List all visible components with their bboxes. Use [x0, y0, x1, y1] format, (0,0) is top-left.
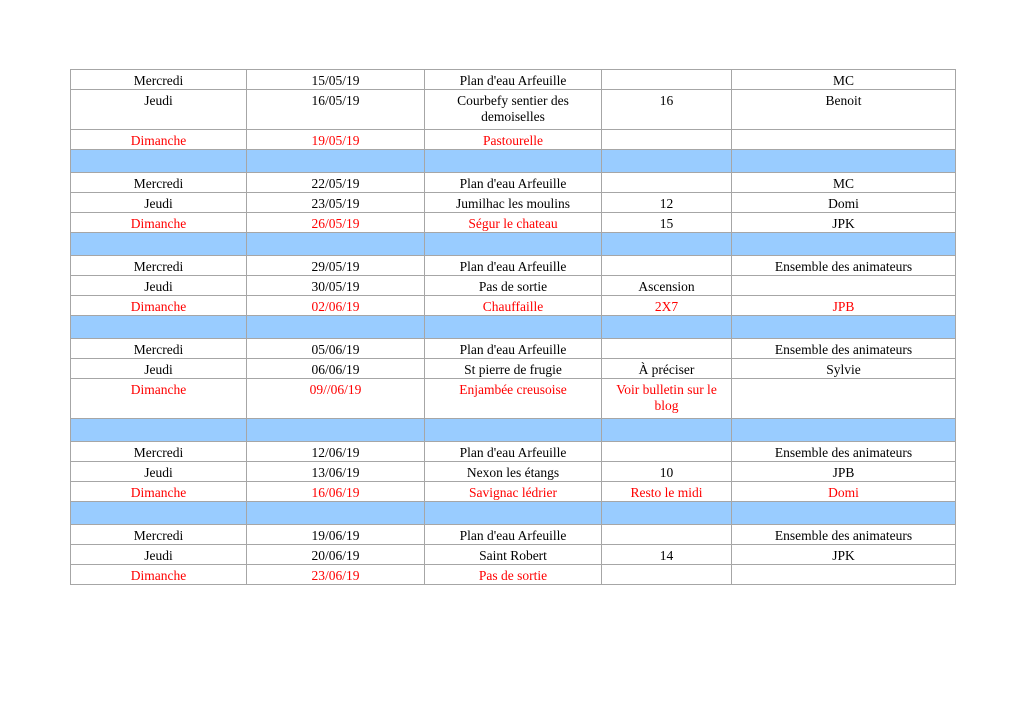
leader-cell: Ensemble des animateurs: [732, 442, 956, 462]
leader-cell: JPB: [732, 462, 956, 482]
day-cell: Dimanche: [71, 296, 247, 316]
separator-cell: [602, 316, 732, 339]
place-cell: Pastourelle: [425, 130, 602, 150]
separator-cell: [425, 316, 602, 339]
leader-cell: Domi: [732, 482, 956, 502]
schedule-row: [71, 379, 956, 419]
date-cell: 23/05/19: [247, 193, 425, 213]
leader-cell: Domi: [732, 193, 956, 213]
separator-cell: [247, 502, 425, 525]
separator-cell: [71, 150, 247, 173]
date-cell: 09//06/19: [247, 379, 425, 419]
leader-cell: MC: [732, 173, 956, 193]
place-cell: Plan d'eau Arfeuille: [425, 442, 602, 462]
date-cell: 06/06/19: [247, 359, 425, 379]
leader-cell: Ensemble des animateurs: [732, 525, 956, 545]
separator-cell: [732, 502, 956, 525]
leader-cell: Ensemble des animateurs: [732, 339, 956, 359]
info-cell: 12: [602, 193, 732, 213]
date-cell: 19/06/19: [247, 525, 425, 545]
place-cell: St pierre de frugie: [425, 359, 602, 379]
day-cell: Dimanche: [71, 130, 247, 150]
date-cell: 02/06/19: [247, 296, 425, 316]
leader-cell: JPB: [732, 296, 956, 316]
place-cell: Pas de sortie: [425, 565, 602, 585]
date-cell: 20/06/19: [247, 545, 425, 565]
info-cell: [602, 565, 732, 585]
info-cell: [602, 256, 732, 276]
day-cell: Dimanche: [71, 482, 247, 502]
info-cell: [602, 339, 732, 359]
info-cell: Resto le midi: [602, 482, 732, 502]
schedule-row: [71, 525, 956, 545]
day-cell: Mercredi: [71, 256, 247, 276]
place-cell: Chauffaille: [425, 296, 602, 316]
date-cell: 29/05/19: [247, 256, 425, 276]
date-cell: 30/05/19: [247, 276, 425, 296]
schedule-row: [71, 193, 956, 213]
place-cell: Courbefy sentier des demoiselles: [425, 90, 602, 130]
schedule-row: [71, 276, 956, 296]
day-cell: Mercredi: [71, 70, 247, 90]
day-cell: Jeudi: [71, 462, 247, 482]
date-cell: 23/06/19: [247, 565, 425, 585]
info-cell: Ascension: [602, 276, 732, 296]
place-cell: Plan d'eau Arfeuille: [425, 339, 602, 359]
leader-cell: MC: [732, 70, 956, 90]
day-cell: Jeudi: [71, 193, 247, 213]
info-cell: 10: [602, 462, 732, 482]
separator-cell: [71, 502, 247, 525]
separator-cell: [71, 233, 247, 256]
separator-cell: [602, 150, 732, 173]
info-cell: [602, 130, 732, 150]
date-cell: 16/06/19: [247, 482, 425, 502]
leader-cell: Sylvie: [732, 359, 956, 379]
day-cell: Mercredi: [71, 339, 247, 359]
week-separator-row: [71, 502, 956, 525]
separator-cell: [247, 233, 425, 256]
place-cell: Jumilhac les moulins: [425, 193, 602, 213]
date-cell: 16/05/19: [247, 90, 425, 130]
week-separator-row: [71, 150, 956, 173]
week-separator-row: [71, 419, 956, 442]
schedule-row: [71, 339, 956, 359]
date-cell: 22/05/19: [247, 173, 425, 193]
schedule-row: [71, 90, 956, 130]
info-cell: 16: [602, 90, 732, 130]
schedule-row: [71, 256, 956, 276]
outing-schedule-table: [70, 69, 956, 585]
leader-cell: [732, 565, 956, 585]
separator-cell: [602, 502, 732, 525]
separator-cell: [732, 233, 956, 256]
leader-cell: JPK: [732, 213, 956, 233]
week-separator-row: [71, 316, 956, 339]
separator-cell: [602, 233, 732, 256]
place-cell: Savignac lédrier: [425, 482, 602, 502]
schedule-row: [71, 213, 956, 233]
leader-cell: JPK: [732, 545, 956, 565]
info-cell: [602, 442, 732, 462]
place-cell: Enjambée creusoise: [425, 379, 602, 419]
separator-cell: [732, 419, 956, 442]
info-cell: 2X7: [602, 296, 732, 316]
day-cell: Dimanche: [71, 379, 247, 419]
place-cell: Saint Robert: [425, 545, 602, 565]
info-cell: 15: [602, 213, 732, 233]
schedule-row: [71, 545, 956, 565]
date-cell: 05/06/19: [247, 339, 425, 359]
schedule-row: [71, 130, 956, 150]
schedule-row: [71, 565, 956, 585]
info-cell: [602, 173, 732, 193]
separator-cell: [425, 150, 602, 173]
separator-cell: [425, 233, 602, 256]
separator-cell: [732, 316, 956, 339]
day-cell: Dimanche: [71, 565, 247, 585]
day-cell: Mercredi: [71, 442, 247, 462]
place-cell: Plan d'eau Arfeuille: [425, 173, 602, 193]
place-cell: Nexon les étangs: [425, 462, 602, 482]
separator-cell: [602, 419, 732, 442]
date-cell: 13/06/19: [247, 462, 425, 482]
leader-cell: [732, 130, 956, 150]
separator-cell: [247, 150, 425, 173]
schedule-row: [71, 442, 956, 462]
date-cell: 19/05/19: [247, 130, 425, 150]
schedule-row: [71, 296, 956, 316]
info-cell: [602, 525, 732, 545]
schedule-row: [71, 359, 956, 379]
separator-cell: [71, 419, 247, 442]
leader-cell: [732, 379, 956, 419]
place-cell: Ségur le chateau: [425, 213, 602, 233]
schedule-row: [71, 462, 956, 482]
day-cell: Mercredi: [71, 525, 247, 545]
leader-cell: [732, 276, 956, 296]
date-cell: 15/05/19: [247, 70, 425, 90]
separator-cell: [71, 316, 247, 339]
place-cell: Pas de sortie: [425, 276, 602, 296]
schedule-row: [71, 70, 956, 90]
schedule-body: [71, 70, 956, 585]
day-cell: Jeudi: [71, 359, 247, 379]
date-cell: 12/06/19: [247, 442, 425, 462]
date-cell: 26/05/19: [247, 213, 425, 233]
separator-cell: [425, 419, 602, 442]
place-cell: Plan d'eau Arfeuille: [425, 525, 602, 545]
week-separator-row: [71, 233, 956, 256]
day-cell: Mercredi: [71, 173, 247, 193]
leader-cell: Ensemble des animateurs: [732, 256, 956, 276]
place-cell: Plan d'eau Arfeuille: [425, 70, 602, 90]
day-cell: Jeudi: [71, 90, 247, 130]
schedule-row: [71, 173, 956, 193]
day-cell: Jeudi: [71, 276, 247, 296]
day-cell: Dimanche: [71, 213, 247, 233]
info-cell: À préciser: [602, 359, 732, 379]
separator-cell: [732, 150, 956, 173]
info-cell: 14: [602, 545, 732, 565]
day-cell: Jeudi: [71, 545, 247, 565]
info-cell: Voir bulletin sur le blog: [602, 379, 732, 419]
separator-cell: [247, 419, 425, 442]
separator-cell: [425, 502, 602, 525]
place-cell: Plan d'eau Arfeuille: [425, 256, 602, 276]
schedule-row: [71, 482, 956, 502]
separator-cell: [247, 316, 425, 339]
info-cell: [602, 70, 732, 90]
leader-cell: Benoit: [732, 90, 956, 130]
